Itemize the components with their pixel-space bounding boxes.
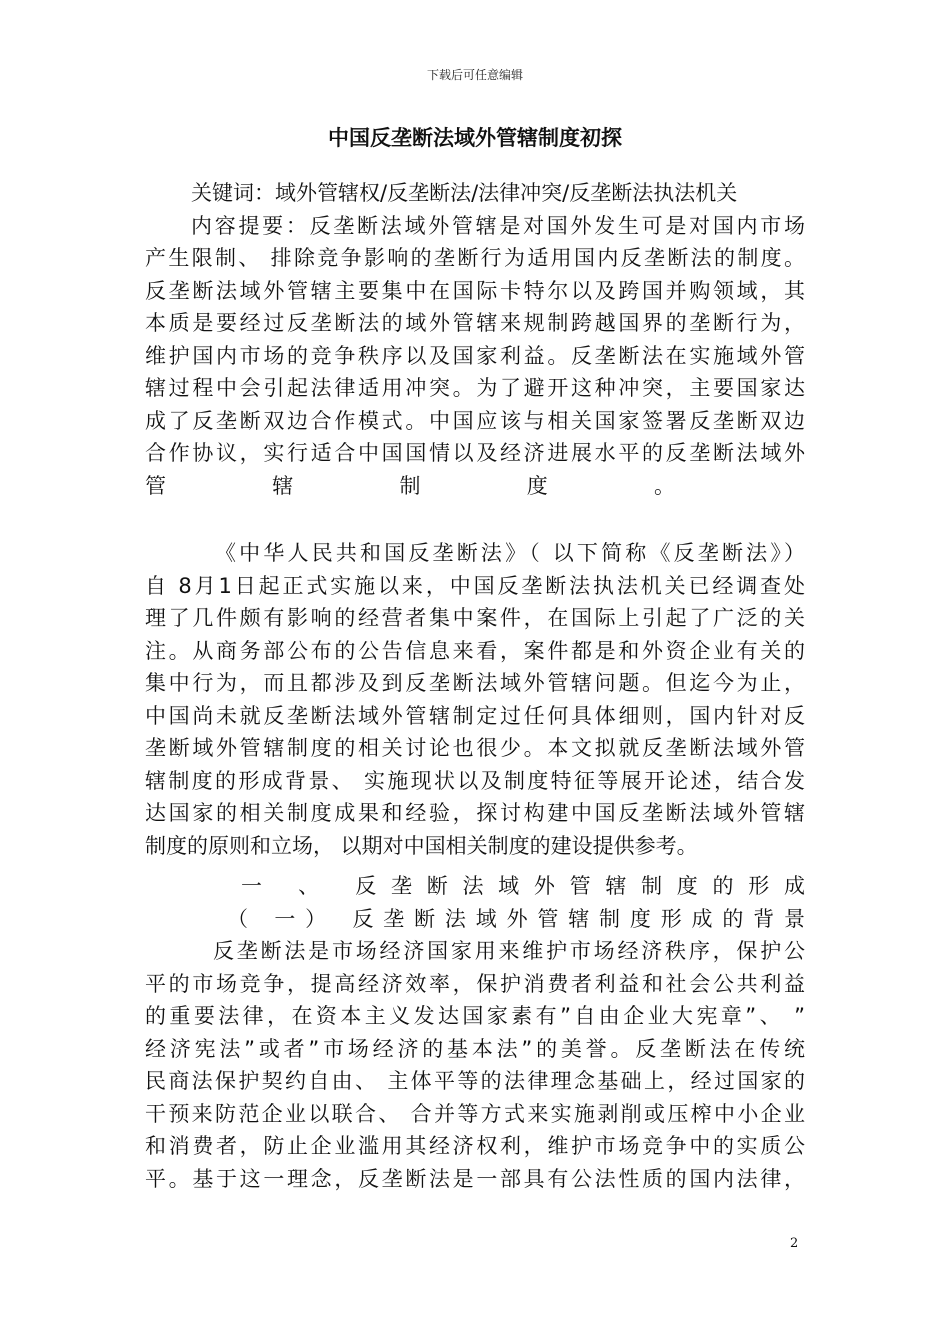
abstract-block — [145, 177, 805, 502]
body-line: 平。基于这一理念，反垄断法是一部具有公法性质的国内法律， — [145, 1166, 805, 1191]
body-line: 反垄断法是市场经济国家用来维护市场经济秩序，保护公 — [213, 939, 805, 963]
body-line: 平的市场竞争，提高经济效率，保护消费者利益和社会公共利益 — [145, 971, 805, 996]
section-headings — [145, 870, 805, 935]
intro-line: 制度的原则和立场， 以期对中国相关制度的建设提供参考。 — [145, 833, 698, 858]
abstract-line: 合作协议，实行适合中国国情以及经济进展水平的反垄断法域外 — [145, 441, 805, 465]
intro-line: 《中华人民共和国反垄断法》（ 以下简称《反垄断法》） — [215, 541, 805, 565]
keywords-line: 关键词：域外管辖权/反垄断法/法律冲突/反垄断法执法机关 — [191, 181, 738, 205]
intro-paragraph — [145, 537, 805, 862]
intro-line: 辖制度的形成背景、 实施现状以及制度特征等展开论述，结合发 — [145, 768, 805, 793]
abstract-line: 维护国内市场的竞争秩序以及国家利益。反垄断法在实施域外管 — [145, 343, 805, 368]
abstract-last-line: 管 辖 制 度 。 — [145, 473, 675, 498]
intro-line: 中国尚未就反垄断法域外管辖制定过任何具体细则，国内针对反 — [145, 703, 805, 728]
abstract-line: 反垄断法域外管辖主要集中在国际卡特尔以及跨国并购领域，其 — [145, 278, 805, 303]
page-header: 下载后可任意编辑 — [426, 68, 523, 82]
body-paragraph — [145, 935, 805, 1195]
abstract-line: 辖过程中会引起法律适用冲突。为了避开这种冲突，主要国家达 — [145, 376, 805, 400]
section-heading: 一 、 反垄断法域外管辖制度的形成 — [241, 874, 805, 898]
abstract-line: 内容提要：反垄断法域外管辖是对国外发生可是对国内市场 — [191, 213, 805, 238]
intro-line: 集中行为，而且都涉及到反垄断法域外管辖问题。但迄今为止， — [145, 671, 805, 695]
abstract-line: 产生限制、 排除竞争影响的垄断行为适用国内反垄断法的制度。 — [145, 246, 805, 270]
intro-line: 达国家的相关制度成果和经验，探讨构建中国反垄断法域外管辖 — [145, 801, 805, 825]
body-line: 民商法保护契约自由、 主体平等的法律理念基础上，经过国家的 — [145, 1069, 805, 1093]
body-line: 干预来防范企业以联合、 合并等方式来实施剥削或压榨中小企业 — [145, 1101, 805, 1126]
intro-line: 理了几件颇有影响的经营者集中案件，在国际上引起了广泛的关 — [145, 606, 805, 630]
page-number: 2 — [790, 1236, 799, 1251]
intro-line: 垄断域外管辖制度的相关讨论也很少。本文拟就反垄断法域外管 — [145, 736, 805, 760]
intro-line: 自 8月1日起正式实施以来，中国反垄断法执法机关已经调查处 — [145, 573, 805, 598]
body-line: 的重要法律，在资本主义发达国家素有”自由企业大宪章”、 ” — [145, 1004, 805, 1028]
body-line: 和消费者，防止企业滥用其经济权利，维护市场竞争中的实质公 — [145, 1134, 805, 1158]
intro-line: 注。从商务部公布的公告信息来看，案件都是和外资企业有关的 — [145, 638, 805, 663]
body-line: 经济宪法”或者”市场经济的基本法”的美誉。反垄断法在传统 — [145, 1036, 805, 1061]
abstract-line: 本质是要经过反垄断法的域外管辖来规制跨越国界的垄断行为， — [145, 311, 805, 335]
document-title: 中国反垄断法域外管辖制度初探 — [328, 126, 622, 150]
abstract-line — [145, 470, 805, 503]
abstract-line: 成了反垄断双边合作模式。中国应该与相关国家签署反垄断双边 — [145, 408, 805, 433]
subsection-heading: （ 一） 反垄断法域外管辖制度形成的背景 — [227, 906, 805, 931]
